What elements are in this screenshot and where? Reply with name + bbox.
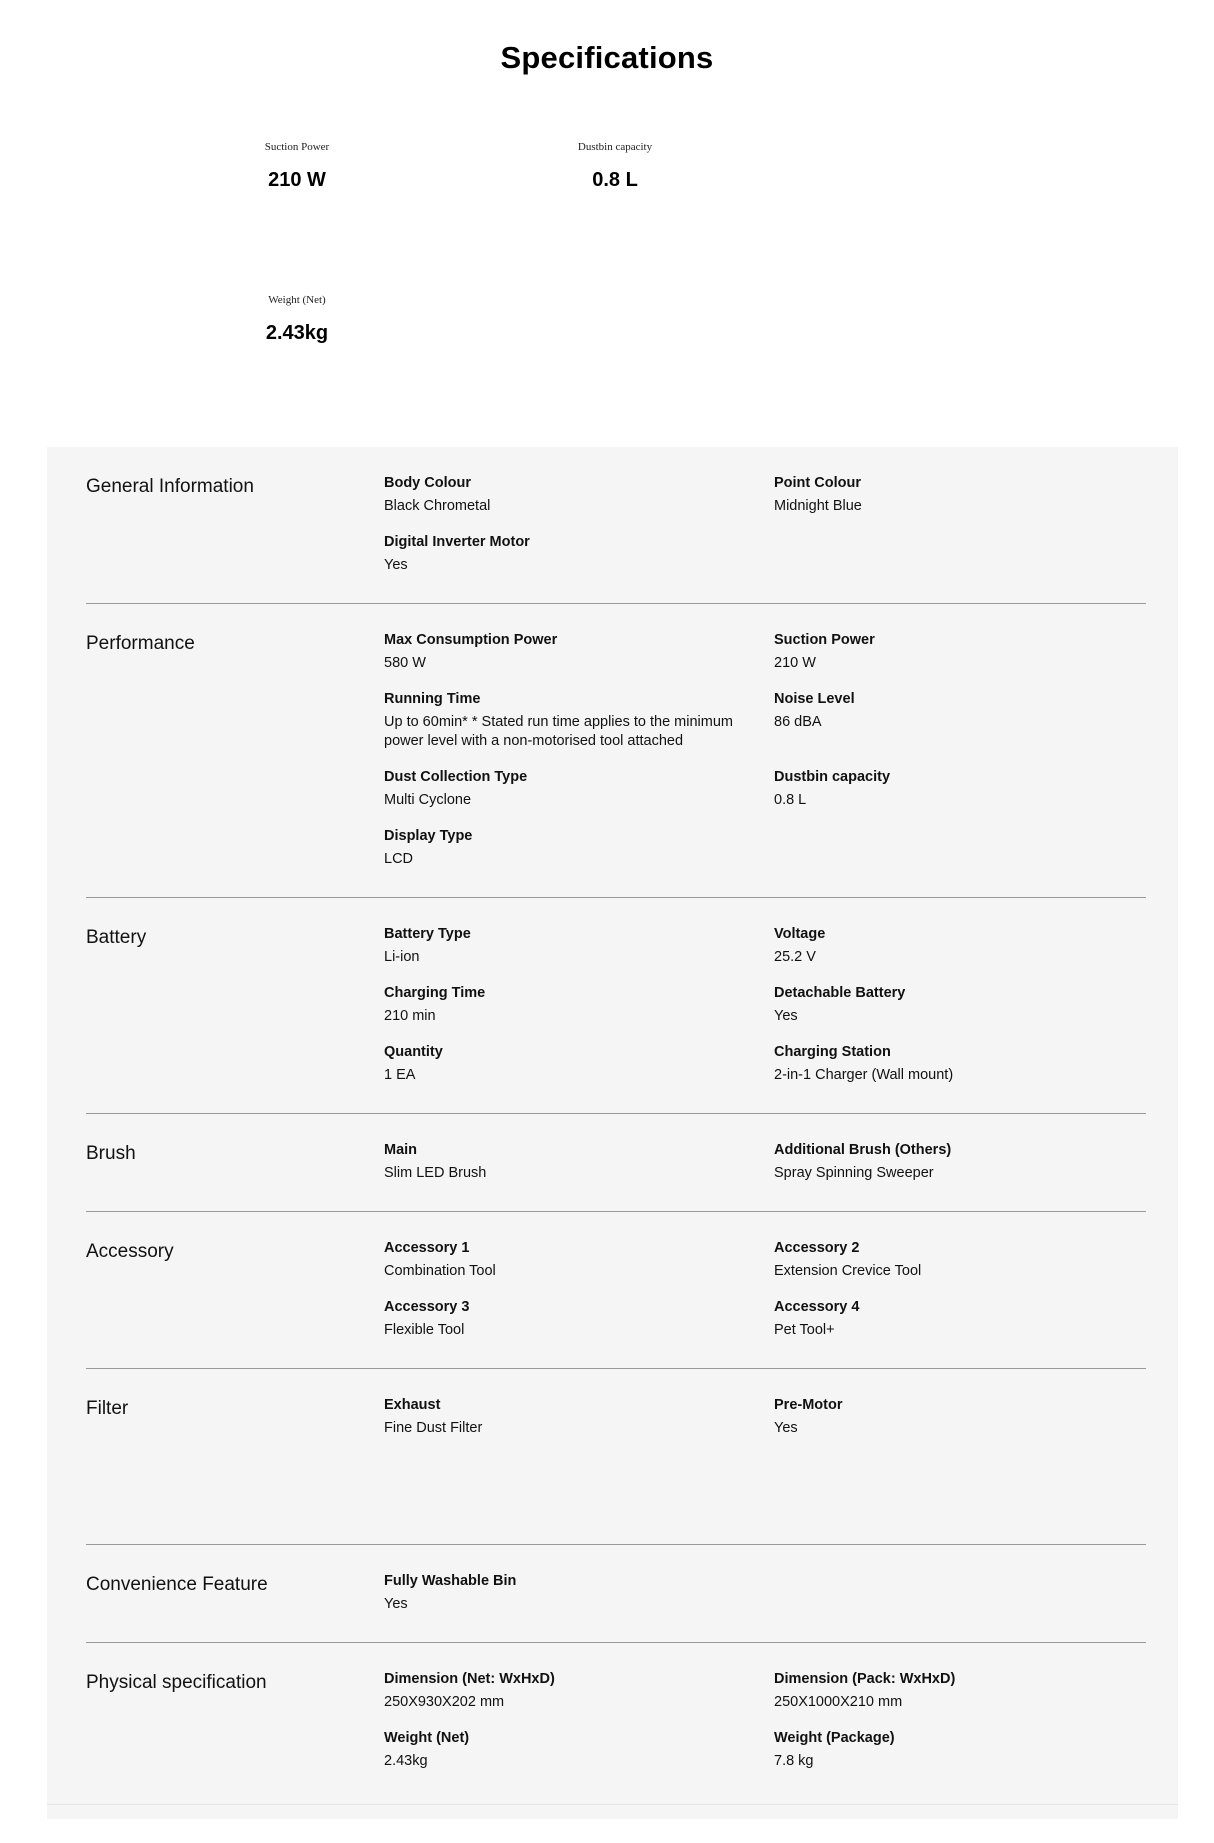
highlight-label: Suction Power	[264, 141, 330, 153]
spec-label: Additional Brush (Others)	[774, 1142, 952, 1158]
section-title: Convenience Feature	[86, 1574, 268, 1595]
spec-label: Point Colour	[774, 475, 861, 491]
spec-section-brush	[86, 1114, 1146, 1212]
spec-value: Yes	[384, 1596, 408, 1612]
spec-section-accessory	[86, 1212, 1146, 1369]
spec-label: Quantity	[384, 1044, 443, 1060]
spec-value: Fine Dust Filter	[384, 1420, 483, 1436]
spec-value: 250X930X202 mm	[384, 1694, 505, 1710]
spec-value: 250X1000X210 mm	[774, 1694, 903, 1710]
spec-section-general-information	[86, 447, 1146, 604]
section-title: Brush	[86, 1143, 136, 1164]
spec-section-physical-specification	[86, 1643, 1146, 1799]
spec-item-fully-washable-bin	[384, 1573, 774, 1614]
spec-value: Pet Tool+	[774, 1322, 835, 1338]
spec-value: Yes	[774, 1008, 798, 1024]
section-title: Filter	[86, 1398, 129, 1419]
spec-grid	[384, 926, 1146, 1085]
spec-item-dimension-pack-wxhxd	[774, 1671, 1146, 1712]
spec-value: Multi Cyclone	[384, 792, 472, 808]
spec-label: Dust Collection Type	[384, 769, 528, 785]
spec-item-noise-level	[774, 691, 1146, 751]
spec-grid	[384, 1671, 1146, 1771]
spec-section-battery	[86, 898, 1146, 1114]
spec-label: Noise Level	[774, 691, 855, 707]
spec-item-accessory-3	[384, 1299, 774, 1340]
spec-value: Combination Tool	[384, 1263, 496, 1279]
spec-value: Li-ion	[384, 949, 420, 965]
spec-label: Charging Time	[384, 985, 486, 1001]
highlight-label: Dustbin capacity	[577, 141, 653, 153]
spec-item-dust-collection-type	[384, 769, 774, 810]
spec-value: Yes	[384, 557, 408, 573]
spec-label: Dimension (Net: WxHxD)	[384, 1671, 555, 1687]
spec-value: 25.2 V	[774, 949, 816, 965]
spec-section-convenience-feature	[86, 1545, 1146, 1643]
spec-value: LCD	[384, 851, 414, 867]
highlight-value: 0.8 L	[592, 169, 638, 191]
spec-value: Up to 60min* * Stated run time applies to the minimum power level with a non-motorised tool attached	[384, 714, 733, 749]
spec-value: 7.8 kg	[774, 1753, 814, 1769]
spec-item-display-type	[384, 828, 774, 869]
highlight-weight-net	[197, 294, 397, 345]
spec-label: Pre-Motor	[774, 1397, 843, 1413]
spec-table	[47, 447, 1178, 1819]
spec-value: 2.43kg	[384, 1753, 428, 1769]
spec-item-charging-station	[774, 1044, 1146, 1085]
spec-label: Body Colour	[384, 475, 471, 491]
spec-value: Slim LED Brush	[384, 1165, 487, 1181]
spec-label: Exhaust	[384, 1397, 441, 1413]
spec-label: Running Time	[384, 691, 481, 707]
spec-item-additional-brush-others	[774, 1142, 1146, 1183]
section-title: General Information	[86, 476, 254, 497]
highlight-dustbin-capacity	[515, 141, 715, 192]
spec-item-body-colour	[384, 475, 774, 516]
spec-label: Accessory 2	[774, 1240, 860, 1256]
spec-label: Weight (Package)	[774, 1730, 895, 1746]
spec-value: Black Chrometal	[384, 498, 491, 514]
spec-item-dimension-net-wxhxd	[384, 1671, 774, 1712]
spec-label: Charging Station	[774, 1044, 891, 1060]
spec-item-digital-inverter-motor	[384, 534, 774, 575]
spec-item-accessory-1	[384, 1240, 774, 1281]
spec-label: Main	[384, 1142, 418, 1158]
spec-item-dustbin-capacity	[774, 769, 1146, 810]
spec-grid	[384, 475, 1146, 575]
spec-item-quantity	[384, 1044, 774, 1085]
spec-value: 0.8 L	[774, 792, 807, 808]
highlight-label: Weight (Net)	[268, 294, 326, 306]
spec-item-exhaust	[384, 1397, 774, 1516]
spec-label: Voltage	[774, 926, 826, 942]
spec-grid	[384, 632, 1146, 869]
spec-item-charging-time	[384, 985, 774, 1026]
spec-item-battery-type	[384, 926, 774, 967]
spec-grid	[384, 1573, 1146, 1614]
spec-label: Dustbin capacity	[774, 769, 891, 785]
spec-value: 210 min	[384, 1008, 436, 1024]
spec-section-filter	[86, 1369, 1146, 1545]
spec-item-point-colour	[774, 475, 1146, 516]
highlight-value: 210 W	[268, 169, 326, 191]
spec-grid	[384, 1397, 1146, 1516]
spec-item-running-time	[384, 691, 774, 751]
spec-value: 1 EA	[384, 1067, 416, 1083]
spec-item-accessory-2	[774, 1240, 1146, 1281]
spec-label: Digital Inverter Motor	[384, 534, 530, 550]
spec-label: Accessory 4	[774, 1299, 860, 1315]
section-title: Battery	[86, 927, 147, 948]
section-title: Accessory	[86, 1241, 174, 1262]
spec-item-pre-motor	[774, 1397, 1146, 1516]
spec-value: 580 W	[384, 655, 426, 671]
spec-grid	[384, 1240, 1146, 1340]
spec-label: Fully Washable Bin	[384, 1573, 517, 1589]
spec-item-weight-net	[384, 1730, 774, 1771]
spec-value: Yes	[774, 1420, 798, 1436]
spec-item-voltage	[774, 926, 1146, 967]
highlight-value: 2.43kg	[265, 322, 329, 344]
spec-value: Extension Crevice Tool	[774, 1263, 922, 1279]
spec-label: Max Consumption Power	[384, 632, 558, 648]
spec-label: Battery Type	[384, 926, 471, 942]
spec-item-main	[384, 1142, 774, 1183]
section-title: Performance	[86, 633, 195, 654]
spec-item-weight-package	[774, 1730, 1146, 1771]
spec-item-detachable-battery	[774, 985, 1146, 1026]
spec-section-performance	[86, 604, 1146, 898]
spec-label: Suction Power	[774, 632, 875, 648]
spec-value: 2-in-1 Charger (Wall mount)	[774, 1067, 954, 1083]
spec-item-max-consumption-power	[384, 632, 774, 673]
spec-label: Display Type	[384, 828, 473, 844]
section-title: Physical specification	[86, 1672, 267, 1693]
spec-value: 210 W	[774, 655, 816, 671]
spec-value: Midnight Blue	[774, 498, 862, 514]
spec-label: Weight (Net)	[384, 1730, 470, 1746]
spec-label: Accessory 3	[384, 1299, 470, 1315]
spec-grid	[384, 1142, 1146, 1183]
spec-item-accessory-4	[774, 1299, 1146, 1340]
spec-value: Spray Spinning Sweeper	[774, 1165, 934, 1181]
highlight-suction-power	[197, 141, 397, 192]
spec-label: Accessory 1	[384, 1240, 470, 1256]
page-title: Specifications	[500, 40, 714, 75]
spec-label: Dimension (Pack: WxHxD)	[774, 1671, 956, 1687]
spec-value: 86 dBA	[774, 714, 822, 730]
spec-label: Detachable Battery	[774, 985, 906, 1001]
spec-value: Flexible Tool	[384, 1322, 465, 1338]
spec-item-suction-power	[774, 632, 1146, 673]
